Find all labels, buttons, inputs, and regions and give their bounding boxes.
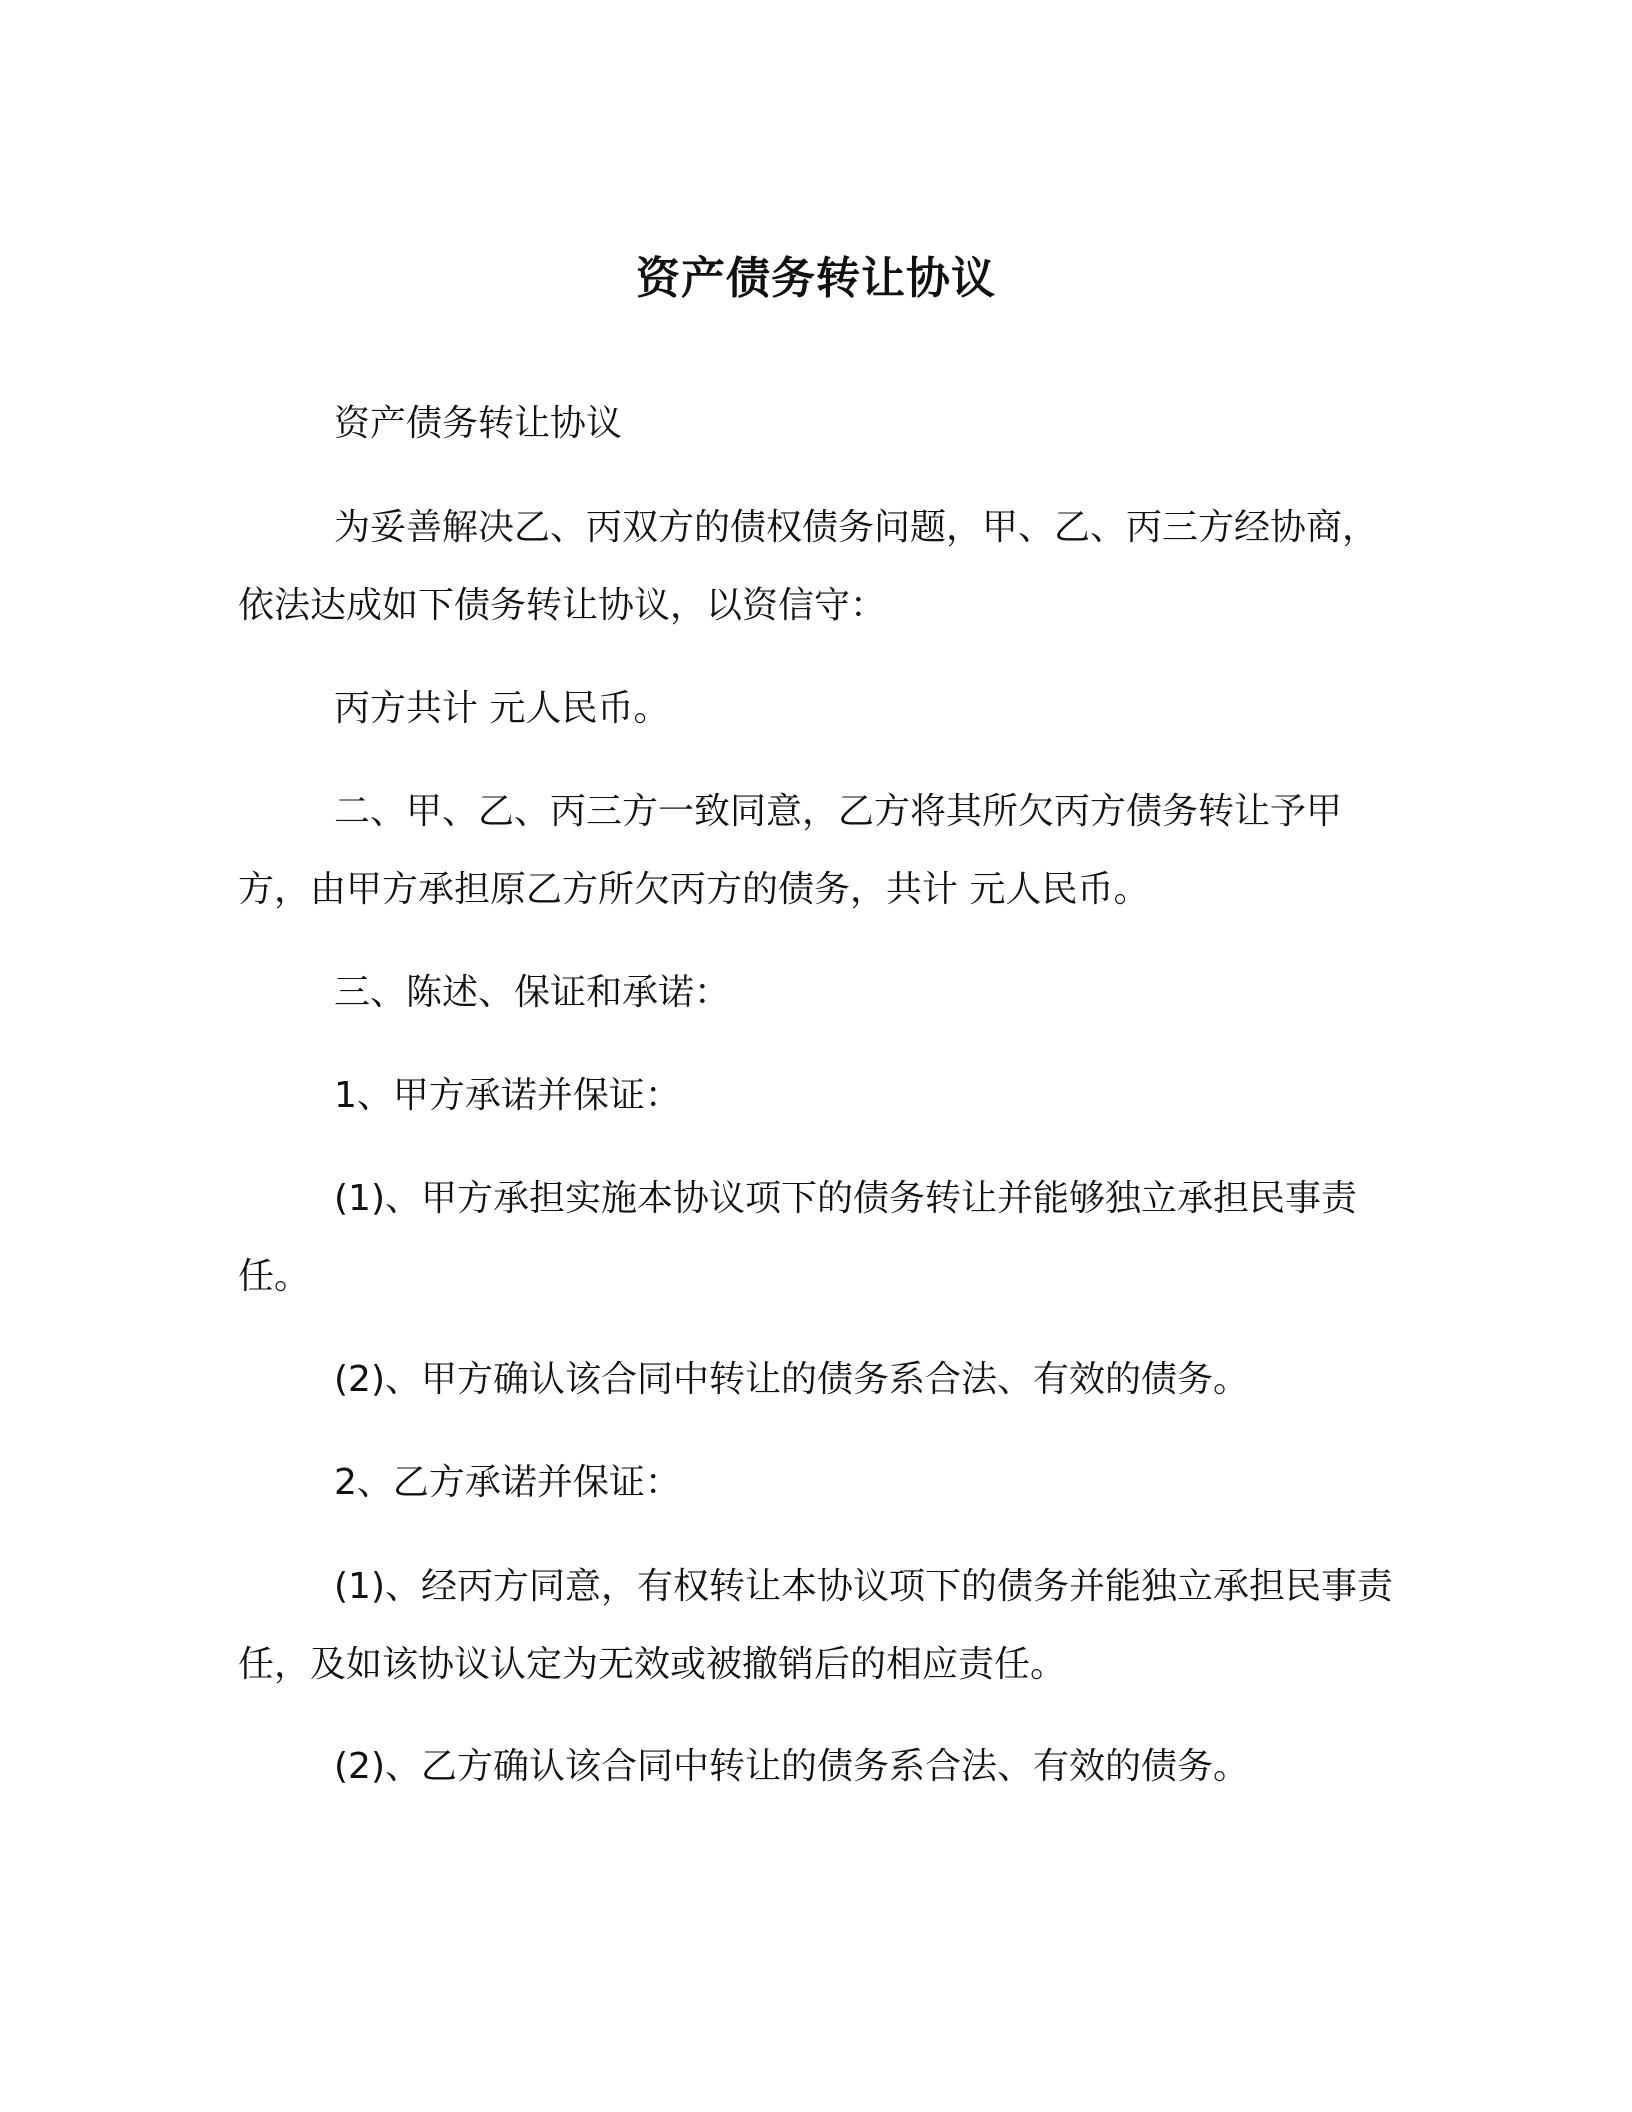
paragraph-party-a-promise: 1、甲方承诺并保证： — [334, 1075, 681, 1116]
paragraph-party-a-item-2: (2)、甲方确认该合同中转让的债务系合法、有效的债务。 — [334, 1359, 1249, 1400]
document-title: 资产债务转让协议 — [636, 253, 996, 305]
paragraph-clause-2: 二、甲、乙、丙三方一致同意，乙方将其所欠丙方债务转让予甲方，由甲方承担原乙方所欠丙方的债务，共计 元人民币。 — [238, 791, 1343, 910]
paragraph-clause-3: 三、陈述、保证和承诺： — [334, 972, 731, 1013]
paragraph-party-b-promise: 2、乙方承诺并保证： — [334, 1462, 681, 1503]
paragraph-party-b-item-2: (2)、乙方确认该合同中转让的债务系合法、有效的债务。 — [334, 1746, 1249, 1787]
paragraph-party-a-item-1: (1)、甲方承担实施本协议项下的债务转让并能够独立承担民事责任。 — [238, 1178, 1357, 1297]
paragraph-preamble: 为妥善解决乙、丙双方的债权债务问题，甲、乙、丙三方经协商，依法达成如下债务转让协议，以资信守： — [238, 507, 1379, 626]
paragraph-party-b-item-1: (1)、经丙方同意，有权转让本协议项下的债务并能独立承担民事责任，及如该协议认定为无效或被撤销后的相应责任。 — [238, 1566, 1393, 1685]
paragraph-amount: 丙方共计 元人民币。 — [334, 688, 670, 729]
paragraph-heading: 资产债务转让协议 — [334, 403, 623, 444]
